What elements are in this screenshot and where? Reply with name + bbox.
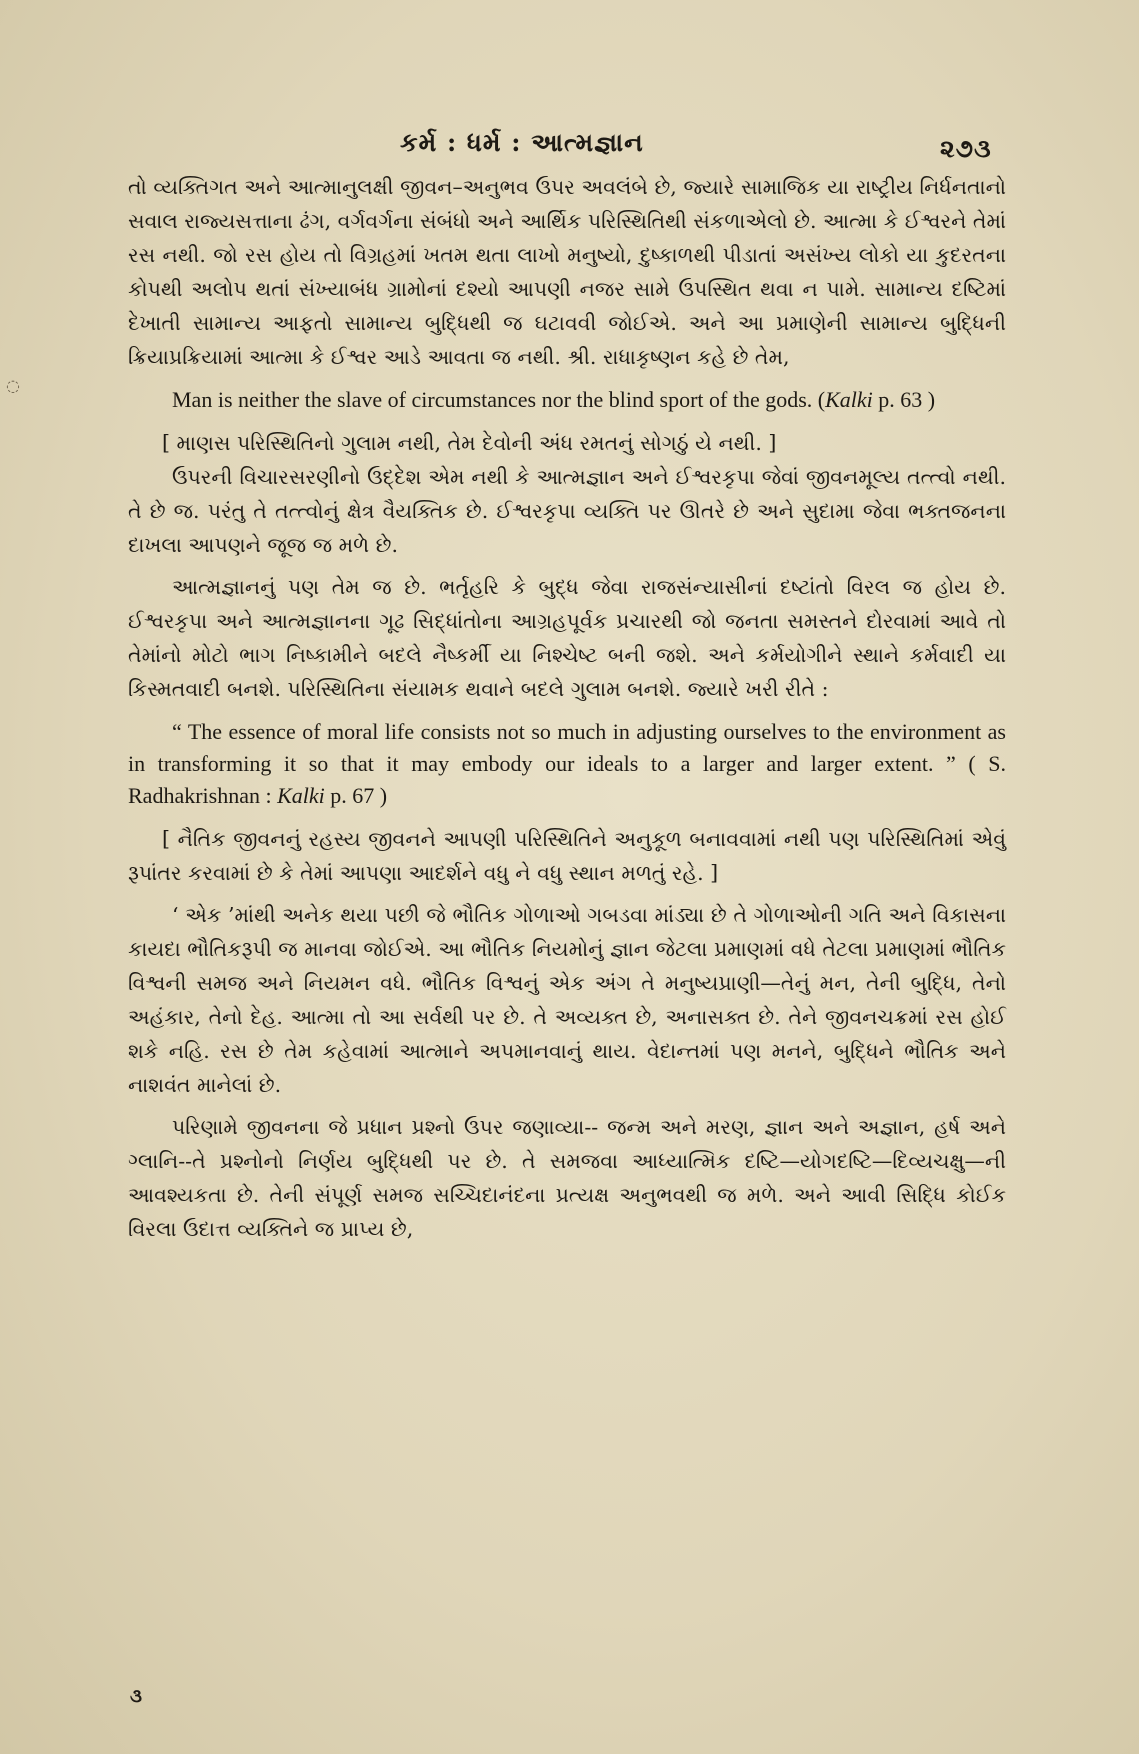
paragraph-1: તો વ્યક્તિગત અને આત્માનુલક્ષી જીવન–અનુભવ ઉપર અવલંબે છે, જ્યારે સામાજિક યા રાષ્ટ્રીય નિર્ધનતાનો સવાલ રાજ્યસત્તાના ઢંગ, વર્ગવર્ગના સંબંધો અને આર્થિક પરિસ્થિતિથી સંકળાએલો છે. આત્મા કે ઈશ્વરને તેમાં રસ નથી. જો રસ હોય તો વિગ્રહમાં ખતમ થતા લાખો મનુષ્યો, દુષ્કાળથી પીડાતાં અસંખ્ય લોકો યા કુદરતના કોપથી અલોપ થતાં સંખ્યાબંધ ગ્રામોનાં દશ્યો આપણી નજર સામે ઉપસ્થિત થવા ન પામે. સામાન્ય દષ્ટિમાં દેખાતી સામાન્ય આફતો સામાન્ય બુદ્ધિથી જ ઘટાવવી જોઈએ. અને આ પ્રમાણેની સામાન્ય બુદ્ધિની ક્રિયાપ્રક્રિયામાં આત્મા કે ઈશ્વર આડે આવતા જ નથી. શ્રી. રાધાકૃષ્ણન કહે છે તેમ, [128, 175, 1006, 369]
page-number: ૨૭૩ [940, 134, 992, 163]
english-quote-2-source: Kalki [277, 783, 325, 808]
paragraph-4: ‘ એક ’માંથી અનેક થયા પછી જે ભૌતિક ગોળાઓ ગબડવા માંડ્યા છે તે ગોળાઓની ગતિ અને વિકાસના કાયદા ભૌતિકરૂપી જ માનવા જોઈએ. આ ભૌતિક નિયમોનું જ્ઞાન જેટલા પ્રમાણમાં વધે તેટલા પ્રમાણમાં ભૌતિક વિશ્વની સમજ અને નિયમન વધે. ભૌતિક વિશ્વનું એક અંગ તે મનુષ્યપ્રાણી—તેનું મન, તેની બુદ્ધિ, તેનો અહંકાર, તેનો દેહ. આત્મા તો આ સર્વથી પર છે. તે અવ્યક્ત છે, અનાસક્ત છે. તેને જીવનચક્રમાં રસ હોઈ શકે નહિ. રસ છે તેમ કહેવામાં આત્માને અપમાનવાનું થાય. વેદાન્તમાં પણ મનને, બુદ્ધિને ભૌતિક અને નાશવંત માનેલાં છે. [128, 903, 1006, 1097]
running-head [0, 128, 1139, 168]
english-quote-1-source: Kalki [825, 387, 873, 412]
signature-mark: ૩ [130, 1686, 142, 1707]
paragraph-5: પરિણામે જીવનના જે પ્રધાન પ્રશ્નો ઉપર જણાવ્યા-- જન્મ અને મરણ, જ્ઞાન અને અજ્ઞાન, હર્ષ અને ગ્લાનિ--તે પ્રશ્નોનો નિર્ણય બુદ્ધિથી પર છે. તે સમજવા આધ્યાત્મિક દષ્ટિ—યોગદષ્ટિ—દિવ્યચક્ષુ—ની આવશ્યકતા છે. તેની સંપૂર્ણ સમજ સચ્ચિદાનંદના પ્રત્યક્ષ અનુભવથી જ મળે. અને આવી સિદ્ધિ કોઈક વિરલા ઉદાત્ત વ્યક્તિને જ પ્રાપ્ય છે, [128, 1115, 1006, 1241]
translation-1: [ માણસ પરિસ્થિતિનો ગુલામ નથી, તેમ દેવોની અંધ રમતનું સોગઠું યે નથી. ] [162, 431, 777, 455]
running-title: કર્મ : ધર્મ : આત્મજ્ઞાન [400, 128, 644, 157]
margin-mark: ◌ [6, 376, 20, 395]
translation-2: [ નૈતિક જીવનનું રહસ્ય જીવનને આપણી પરિસ્થિતિને અનુકૂળ બનાવવામાં નથી પણ પરિસ્થિતિમાં એવું રૂપાંતર કરવામાં છે કે તેમાં આપણા આદર્શને વધુ ને વધુ સ્થાન મળતું રહે. ] [128, 827, 1006, 885]
english-quote-1-tail: p. 63 ) [872, 387, 936, 412]
english-quote-1-text: Man is neither the slave of circumstances nor the blind sport of the gods. ( [172, 387, 826, 412]
english-quote-2 [128, 716, 1006, 812]
english-quote-2-tail: p. 67 ) [324, 783, 388, 808]
paragraph-3: આત્મજ્ઞાનનું પણ તેમ જ છે. ભર્તૃહરિ કે બુદ્ધ જેવા રાજસંન્યાસીનાં દષ્ટાંતો વિરલ જ હોય છે. ઈશ્વરકૃપા અને આત્મજ્ઞાનના ગૂઢ સિદ્ધાંતોના આગ્રહપૂર્વક પ્રચારથી જો જનતા સમસ્તને દોરવામાં આવે તો તેમાંનો મોટો ભાગ નિષ્કામીને બદલે નૈષ્કર્મી યા નિશ્ચેષ્ટ બની જશે. અને કર્મયોગીને સ્થાને કર્મવાદી યા કિસ્મતવાદી બનશે. પરિસ્થિતિના સંયામક થવાને બદલે ગુલામ બનશે. જ્યારે ખરી રીતે : [128, 575, 1006, 701]
body-text [128, 170, 1006, 1246]
english-quote-2-text: “ The essence of moral life consists not so much in adjusting ourselves to the environment as in transforming it so that it may embody our ideals to a larger and larger extent. ” ( S. Radhakrishnan : [128, 719, 1006, 808]
paragraph-2: ઉપરની વિચારસરણીનો ઉદ્દેશ એમ નથી કે આત્મજ્ઞાન અને ઈશ્વરકૃપા જેવાં જીવનમૂલ્ય તત્ત્વો નથી. તે છે જ. પરંતુ તે તત્ત્વોનું ક્ષેત્ર વૈયક્તિક છે. ઈશ્વરકૃપા વ્યક્તિ પર ઊતરે છે અને સુદામા જેવા ભક્તજનના દાખલા આપણને જૂજ જ મળે છે. [128, 465, 1006, 557]
english-quote-1 [128, 384, 1006, 416]
